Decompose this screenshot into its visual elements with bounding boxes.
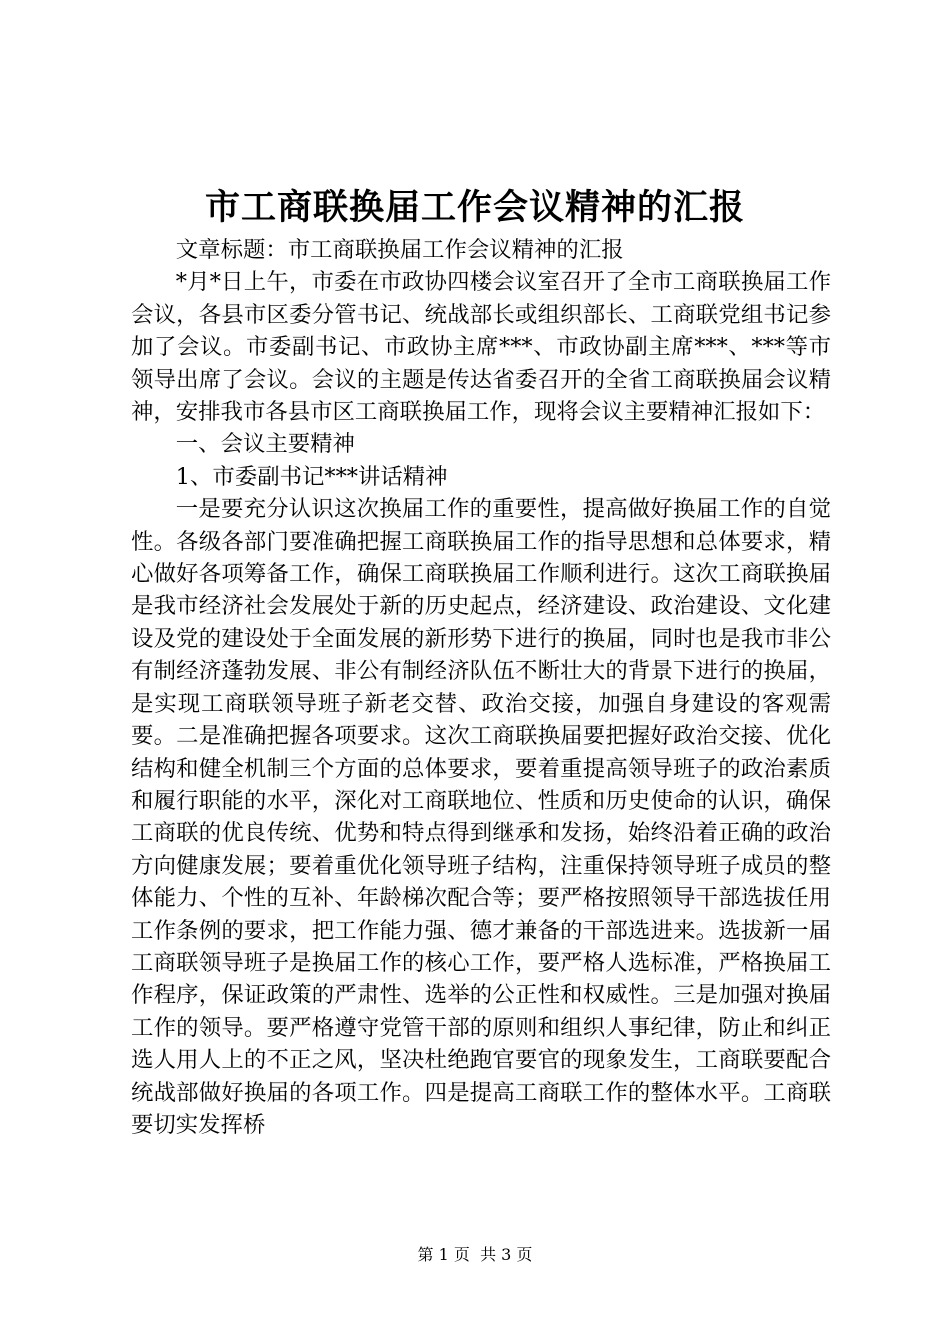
article-title-line: 文章标题：市工商联换届工作会议精神的汇报	[175, 237, 624, 263]
document-body	[131, 234, 831, 1141]
section-heading: 一、会议主要精神	[175, 431, 355, 458]
body-paragraph: 一是要充分认识这次换届工作的重要性，提高做好换届工作的自觉性。各级各部门要准确把握工商联换届工作的指导思想和总体要求，精心做好各项筹备工作，确保工商联换届工作顺利进行。这次工商联换届是我市经济社会发展处于新的历史起点，经济建设、政治建设、文化建设及党的建设处于全面发展的新形势下进行的换届，同时也是我市非公有制经济蓬勃发展、非公有制经济队伍不断壮大的背景下进行的换届，是实现工商联领导班子新老交替、政治交接，加强自身建设的客观需要。二是准确把握各项要求。这次工商联换届要把握好政治交接、优化结构和健全机制三个方面的总体要求，要着重提高领导班子的政治素质和履行职能的水平，深化对工商联地位、性质和历史使命的认识，确保工商联的优良传统、优势和特点得到继承和发扬，始终沿着正确的政治方向健康发展；要着重优化领导班子结构，注重保持领导班子成员的整体能力、个性的互补、年龄梯次配合等；要严格按照领导干部选拔任用工作条例的要求，把工作能力强、德才兼备的干部选进来。选拔新一届工商联领导班子是换届工作的核心工作，要严格人选标准，严格换届工作程序，保证政策的严肃性、选举的公正性和权威性。三是加强对换届工作的领导。要严格遵守党管干部的原则和组织人事纪律，防止和纠正选人用人上的不正之风，坚决杜绝跑官要官的现象发生，工商联要配合统战部做好换届的各项工作。四是提高工商联工作的整体水平。工商联要切实发挥桥	[131, 496, 831, 1138]
page-footer	[0, 1244, 950, 1266]
subsection-heading: 1、市委副书记***讲话精神	[175, 463, 448, 490]
page-number: 第 1 页 共 3 页	[417, 1245, 533, 1264]
intro-paragraph: *月*日上午，市委在市政协四楼会议室召开了全市工商联换届工作会议，各县市区委分管书记、统战部长或组织部长、工商联党组书记参加了会议。市委副书记、市政协主席***、市政协副主席***、***等市领导出席了会议。会议的主题是传达省委召开的全省工商联换届会议精神，安排我市各县市区工商联换届工作，现将会议主要精神汇报如下：	[131, 269, 831, 426]
document-title: 市工商联换届工作会议精神的汇报	[204, 187, 745, 228]
